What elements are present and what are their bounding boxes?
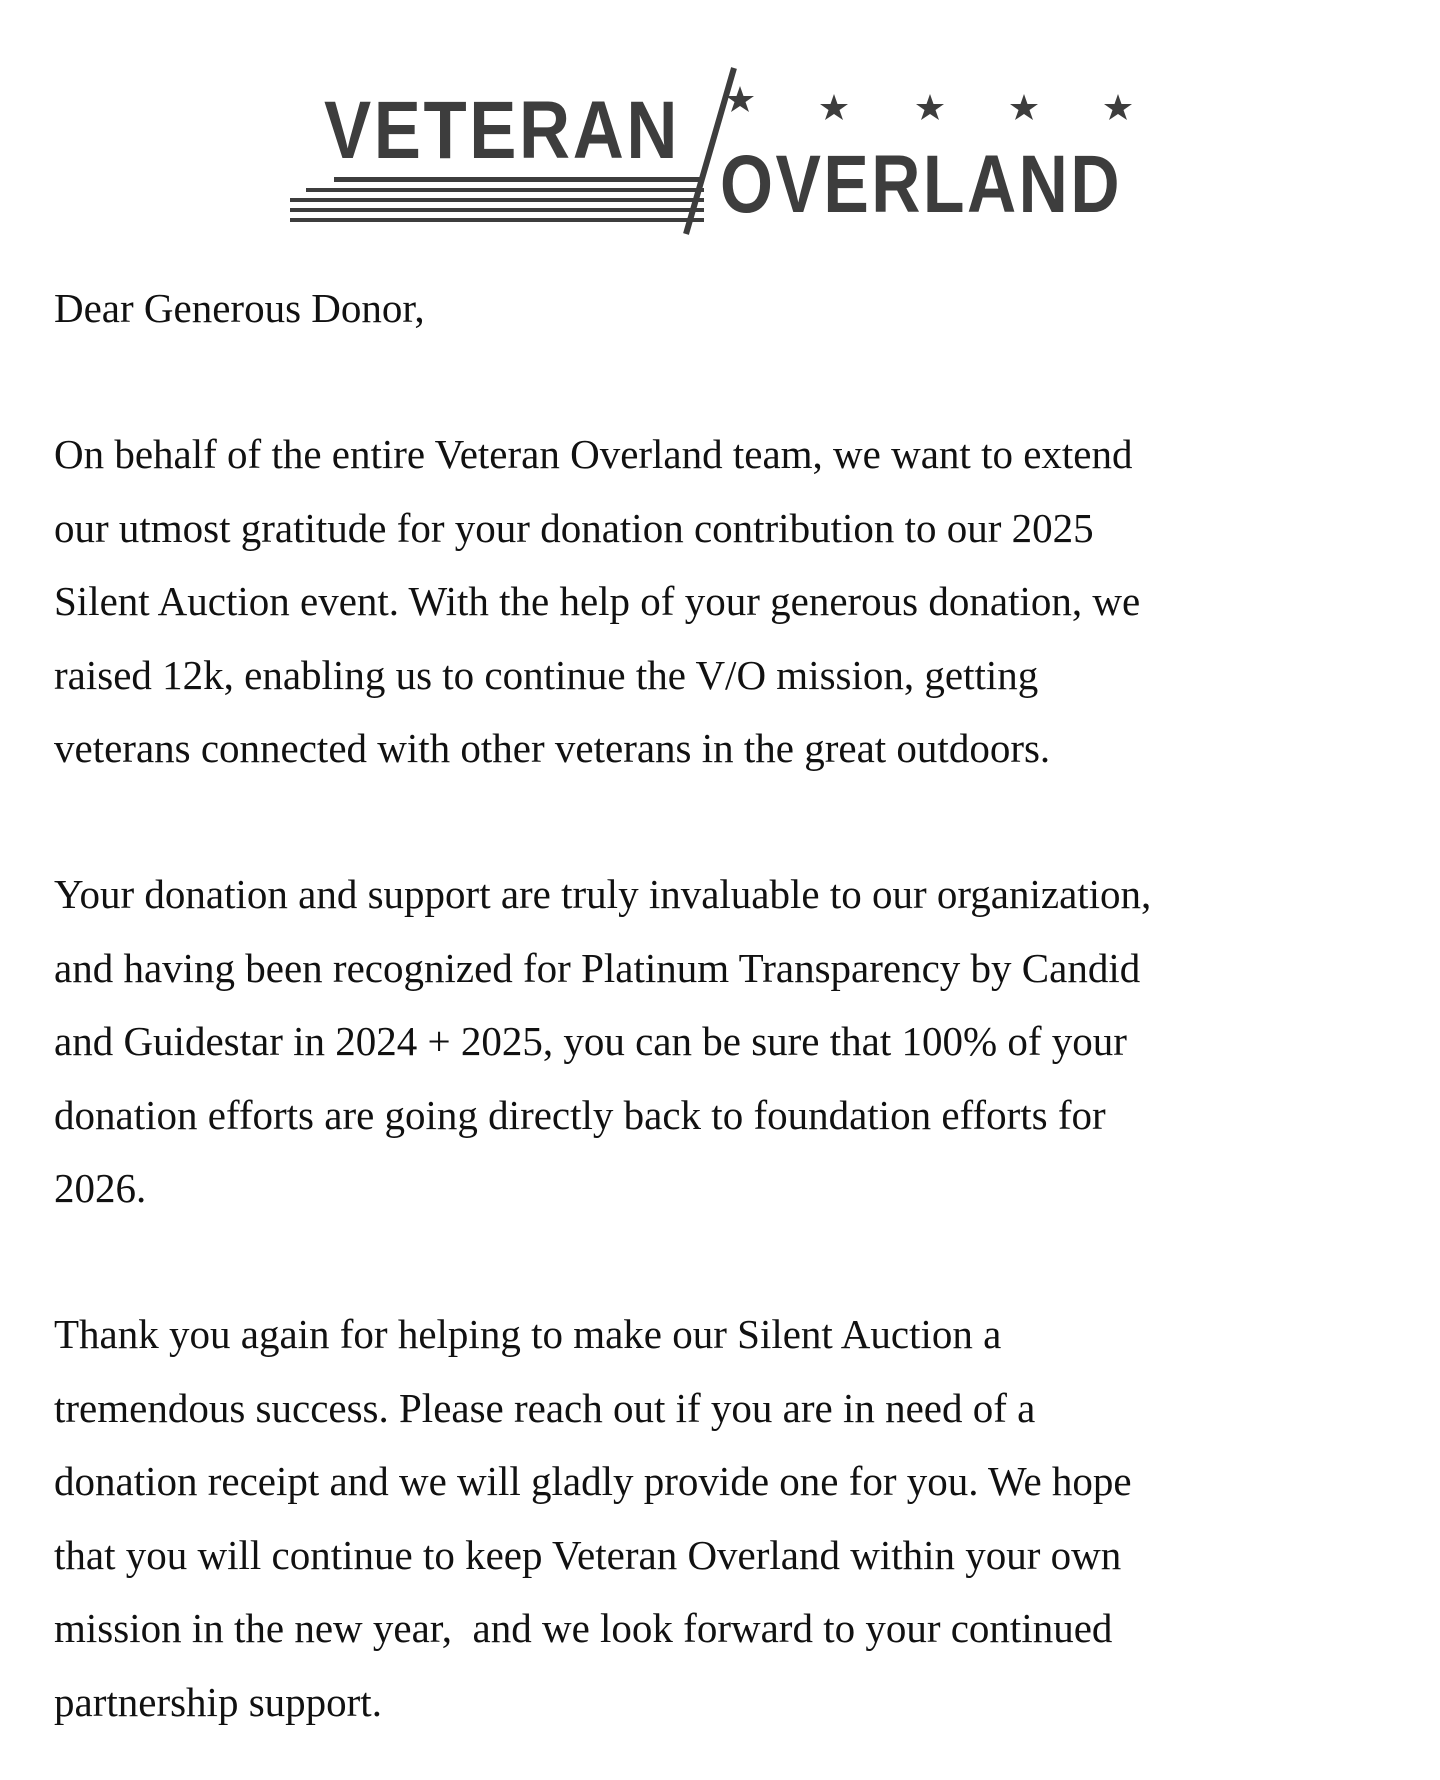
letter-line: 2026. bbox=[54, 1165, 147, 1212]
letter-paragraph bbox=[54, 418, 1374, 785]
letter-line: tremendous success. Please reach out if you are in need of a bbox=[54, 1384, 1036, 1431]
logo-stars bbox=[726, 86, 1132, 120]
logo-word-veteran: VETERAN bbox=[324, 85, 680, 176]
letter-greeting: Dear Generous Donor, bbox=[54, 285, 425, 331]
letter-line: that you will continue to keep Veteran Overland within your own bbox=[54, 1531, 1122, 1578]
logo-word-overland: OVERLAND bbox=[720, 139, 1122, 230]
letter-line: Thank you again for helping to make our Silent Auction a bbox=[54, 1311, 1002, 1358]
veteran-overland-logo bbox=[290, 60, 1150, 250]
letter-line: Silent Auction event. With the help of your generous donation, we bbox=[54, 578, 1141, 625]
letter-line: our utmost gratitude for your donation contribution to our 2025 bbox=[54, 504, 1094, 551]
star-icon bbox=[820, 94, 848, 120]
logo-stripe bbox=[306, 188, 704, 192]
letter-line: partnership support. bbox=[54, 1678, 382, 1725]
letter-line: and having been recognized for Platinum Transparency by Candid bbox=[54, 944, 1141, 991]
star-icon bbox=[1104, 94, 1132, 120]
star-icon bbox=[916, 94, 944, 120]
letter-line: donation efforts are going directly back to foundation efforts for bbox=[54, 1091, 1106, 1138]
veteran-overland-logo-graphic bbox=[290, 60, 1150, 250]
logo-stripe bbox=[290, 198, 704, 202]
letter-line: and Guidestar in 2024 + 2025, you can be sure that 100% of your bbox=[54, 1018, 1127, 1065]
letter-paragraph bbox=[54, 858, 1374, 1225]
letter-line: On behalf of the entire Veteran Overland team, we want to extend bbox=[54, 431, 1133, 478]
logo-stripe bbox=[290, 218, 704, 222]
letter-line: donation receipt and we will gladly provide one for you. We hope bbox=[54, 1458, 1132, 1505]
logo-stripe bbox=[334, 177, 704, 182]
star-icon bbox=[1010, 94, 1038, 120]
letter-paragraph bbox=[54, 1298, 1374, 1738]
letter-line: raised 12k, enabling us to continue the V/O mission, getting bbox=[54, 651, 1039, 698]
letter-line: veterans connected with other veterans in the great outdoors. bbox=[54, 725, 1051, 772]
letter-line: Your donation and support are truly invaluable to our organization, bbox=[54, 871, 1152, 918]
letter-line: mission in the new year, and we look forward to your continued bbox=[54, 1605, 1113, 1652]
logo-stripe bbox=[290, 208, 704, 212]
letter-body bbox=[54, 272, 1374, 1739]
